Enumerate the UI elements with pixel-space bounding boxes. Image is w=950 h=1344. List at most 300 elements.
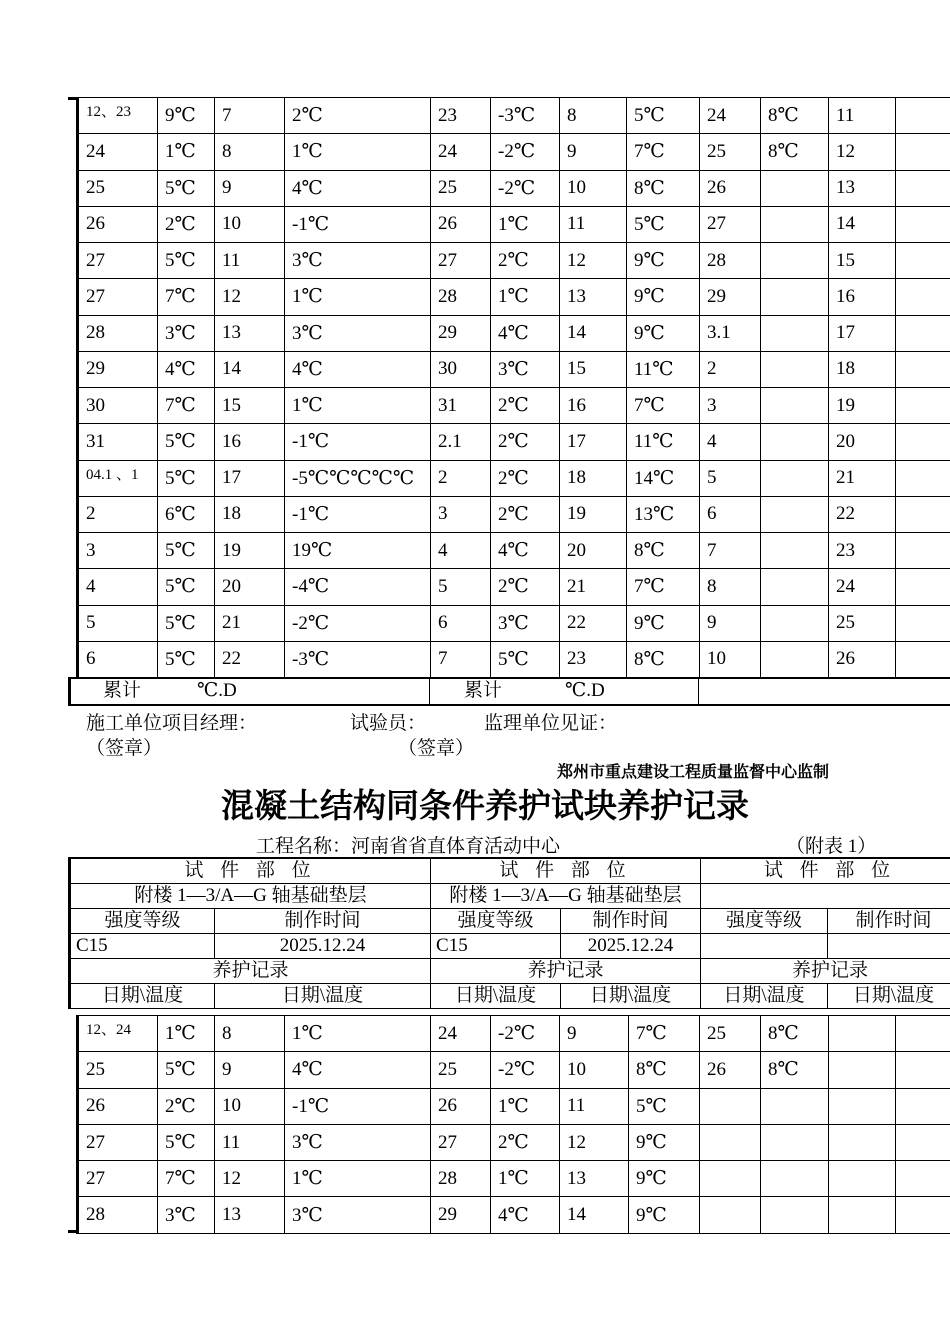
table-cell: 21 xyxy=(560,569,627,605)
table-cell: 10 xyxy=(560,170,627,206)
table-row xyxy=(78,98,950,134)
table-cell: 9℃ xyxy=(627,315,700,351)
table-cell xyxy=(700,1124,761,1160)
table-cell: 31 xyxy=(431,388,491,424)
table-cell: 26 xyxy=(78,1088,158,1124)
left-edge-mark-top xyxy=(68,97,76,100)
strength-grade-header-2: 强度等级 xyxy=(431,909,561,934)
table-cell xyxy=(896,1052,950,1088)
table-cell: 28 xyxy=(431,279,491,315)
table-cell: 21 xyxy=(829,460,896,496)
top-curing-table xyxy=(76,97,950,678)
date-temp-header-3: 日期\温度 xyxy=(431,984,561,1009)
table-cell: 5℃ xyxy=(158,170,215,206)
table-cell: 2℃ xyxy=(491,1124,560,1160)
table-cell: 27 xyxy=(431,1124,491,1160)
table-cell: 27 xyxy=(700,206,761,242)
table-cell: 04.1 、1 xyxy=(78,460,158,496)
table-cell: 18 xyxy=(829,351,896,387)
table-cell: 1℃ xyxy=(491,1161,560,1197)
table-cell: 9 xyxy=(560,1016,629,1052)
table-row xyxy=(78,1197,950,1233)
table-cell xyxy=(896,1016,950,1052)
table-cell xyxy=(896,1124,950,1160)
table-cell: -4℃ xyxy=(285,569,431,605)
table-cell: 25 xyxy=(829,605,896,641)
table-cell: 3℃ xyxy=(491,605,560,641)
table-cell xyxy=(761,315,829,351)
table-cell: 9 xyxy=(215,1052,285,1088)
table-cell: 13 xyxy=(560,279,627,315)
table-cell: 18 xyxy=(215,496,285,532)
table-cell: 9℃ xyxy=(629,1124,700,1160)
table-cell: 8 xyxy=(215,134,285,170)
table-row xyxy=(78,641,950,677)
table-cell: 30 xyxy=(431,351,491,387)
table-cell: 17 xyxy=(215,460,285,496)
table-cell: 29 xyxy=(431,315,491,351)
table-cell: 25 xyxy=(78,170,158,206)
strength-grade-header-1: 强度等级 xyxy=(70,909,215,934)
table-cell: 8℃ xyxy=(761,1052,829,1088)
table-cell: 26 xyxy=(700,170,761,206)
table-cell: 12、23 xyxy=(78,98,158,134)
table-cell: 7 xyxy=(431,641,491,677)
table-cell: 6℃ xyxy=(158,496,215,532)
table-cell: 9 xyxy=(700,605,761,641)
table-cell xyxy=(700,1088,761,1124)
table-cell: 3℃ xyxy=(285,315,431,351)
table-cell: 26 xyxy=(431,206,491,242)
table-cell: -2℃ xyxy=(491,170,560,206)
table-row xyxy=(78,279,950,315)
table-cell: 2.1 xyxy=(431,424,491,460)
table-row xyxy=(78,533,950,569)
table-row xyxy=(78,134,950,170)
table-cell xyxy=(761,496,829,532)
table-cell: 27 xyxy=(78,279,158,315)
table-cell: 11 xyxy=(560,1088,629,1124)
table-cell: 5℃ xyxy=(158,1124,215,1160)
table-cell: 3℃ xyxy=(158,1197,215,1233)
table-row xyxy=(78,243,950,279)
table-cell: 18 xyxy=(560,460,627,496)
table-row xyxy=(78,388,950,424)
bottom-curing-table xyxy=(76,1015,950,1234)
table-cell xyxy=(896,279,950,315)
table-row xyxy=(78,496,950,532)
table-cell: 2℃ xyxy=(491,243,560,279)
table-cell: 19 xyxy=(829,388,896,424)
table-cell: 8 xyxy=(700,569,761,605)
cumulative-unit-1: ℃.D xyxy=(197,680,237,701)
table-cell: 3℃ xyxy=(158,315,215,351)
table-cell: -1℃ xyxy=(285,1088,431,1124)
table-cell: -1℃ xyxy=(285,206,431,242)
table-cell: 16 xyxy=(215,424,285,460)
table-cell: 27 xyxy=(78,243,158,279)
page-title: 混凝土结构同条件养护试块养护记录 xyxy=(221,786,749,825)
table-cell: 10 xyxy=(560,1052,629,1088)
cumulative-row-divider-1 xyxy=(429,677,430,706)
table-cell: 11 xyxy=(560,206,627,242)
table-cell: 8℃ xyxy=(629,1052,700,1088)
table-cell: 23 xyxy=(560,641,627,677)
table-cell: 27 xyxy=(431,243,491,279)
table-cell: 1℃ xyxy=(285,388,431,424)
table-cell: 23 xyxy=(829,533,896,569)
curing-record-header-3: 养护记录 xyxy=(701,959,950,984)
table-cell: 7℃ xyxy=(629,1016,700,1052)
table-cell: 4 xyxy=(700,424,761,460)
left-edge-mark-bottom xyxy=(68,1230,78,1233)
table-row xyxy=(78,569,950,605)
table-cell: 29 xyxy=(78,351,158,387)
table-cell: 8℃ xyxy=(761,134,829,170)
table-cell: 24 xyxy=(431,1016,491,1052)
table-row xyxy=(78,424,950,460)
table-cell xyxy=(896,460,950,496)
table-cell: 5℃ xyxy=(158,605,215,641)
table-cell: 19℃ xyxy=(285,533,431,569)
strength-grade-1: C15 xyxy=(70,934,215,959)
table-cell: 9℃ xyxy=(158,98,215,134)
table-cell: 4℃ xyxy=(285,351,431,387)
table-cell xyxy=(896,243,950,279)
table-cell: 29 xyxy=(431,1197,491,1233)
table-cell: 31 xyxy=(78,424,158,460)
table-cell xyxy=(700,1161,761,1197)
table-cell: 11 xyxy=(215,243,285,279)
make-date-1: 2025.12.24 xyxy=(215,934,431,959)
table-cell: 13 xyxy=(215,315,285,351)
table-cell: 5℃ xyxy=(629,1088,700,1124)
table-cell: 4 xyxy=(78,569,158,605)
strength-grade-3 xyxy=(701,934,828,959)
table-cell: 7 xyxy=(215,98,285,134)
table-cell xyxy=(761,1124,829,1160)
table-cell xyxy=(761,641,829,677)
table-cell: 13℃ xyxy=(627,496,700,532)
table-cell: 10 xyxy=(700,641,761,677)
table-cell: -1℃ xyxy=(285,424,431,460)
table-row xyxy=(78,1052,950,1088)
table-cell: 2℃ xyxy=(158,1088,215,1124)
strength-grade-header-3: 强度等级 xyxy=(701,909,828,934)
table-cell: 7℃ xyxy=(158,1161,215,1197)
top-table-body xyxy=(78,98,950,678)
table-cell: 8℃ xyxy=(761,98,829,134)
date-temp-header-6: 日期\温度 xyxy=(828,984,950,1009)
table-cell: 24 xyxy=(700,98,761,134)
table-cell: 26 xyxy=(700,1052,761,1088)
table-cell xyxy=(829,1197,896,1233)
table-cell xyxy=(896,134,950,170)
table-cell: 1℃ xyxy=(285,134,431,170)
specimen-location-header-2: 试 件 部 位 xyxy=(431,858,701,884)
table-cell xyxy=(761,1197,829,1233)
table-cell: 13 xyxy=(829,170,896,206)
table-cell: 1℃ xyxy=(491,279,560,315)
date-temp-header-1: 日期\温度 xyxy=(70,984,215,1009)
table-cell: 4℃ xyxy=(491,315,560,351)
table-cell: 11 xyxy=(829,98,896,134)
table-cell: 5℃ xyxy=(158,533,215,569)
table-cell: 9℃ xyxy=(627,279,700,315)
date-temp-header-4: 日期\温度 xyxy=(561,984,701,1009)
table-cell xyxy=(896,1088,950,1124)
table-cell: 2℃ xyxy=(491,424,560,460)
table-row xyxy=(78,206,950,242)
table-cell xyxy=(829,1016,896,1052)
table-cell: 9 xyxy=(215,170,285,206)
table-cell: 4 xyxy=(431,533,491,569)
table-cell: 6 xyxy=(78,641,158,677)
table-cell: 15 xyxy=(829,243,896,279)
table-cell: -2℃ xyxy=(491,1052,560,1088)
tester-label: 试验员： xyxy=(350,713,427,734)
table-cell: 23 xyxy=(431,98,491,134)
table-cell: 3℃ xyxy=(285,1197,431,1233)
table-row xyxy=(78,1088,950,1124)
table-cell xyxy=(761,170,829,206)
table-cell xyxy=(896,569,950,605)
table-cell xyxy=(829,1124,896,1160)
table-cell: 20 xyxy=(560,533,627,569)
table-cell xyxy=(700,1197,761,1233)
table-cell: 19 xyxy=(215,533,285,569)
table-cell: 5℃ xyxy=(158,1052,215,1088)
table-cell: 14 xyxy=(560,315,627,351)
table-cell: 10 xyxy=(215,1088,285,1124)
table-cell: 26 xyxy=(78,206,158,242)
table-cell: 25 xyxy=(431,1052,491,1088)
table-row xyxy=(78,460,950,496)
make-time-header-1: 制作时间 xyxy=(215,909,431,934)
table-cell xyxy=(761,206,829,242)
table-cell: -3℃ xyxy=(491,98,560,134)
bottom-table-body xyxy=(78,1016,950,1234)
table-cell: 16 xyxy=(560,388,627,424)
table-cell xyxy=(896,641,950,677)
table-cell: 4℃ xyxy=(491,1197,560,1233)
cumulative-label-1: 累计 xyxy=(103,680,142,701)
table-cell: 5℃ xyxy=(158,460,215,496)
table-cell: 1℃ xyxy=(491,206,560,242)
table-cell: 14 xyxy=(215,351,285,387)
table-cell: 15 xyxy=(215,388,285,424)
table-cell: 2℃ xyxy=(491,496,560,532)
table-cell: 26 xyxy=(431,1088,491,1124)
attachment-label: （附表 1） xyxy=(786,836,877,857)
table-cell: 8℃ xyxy=(761,1016,829,1052)
table-cell xyxy=(896,533,950,569)
table-cell: 2 xyxy=(700,351,761,387)
table-cell: 12、24 xyxy=(78,1016,158,1052)
table-cell: 25 xyxy=(700,134,761,170)
table-cell: 1℃ xyxy=(491,1088,560,1124)
table-cell: 2℃ xyxy=(491,569,560,605)
table-cell: 27 xyxy=(78,1124,158,1160)
table-row xyxy=(78,1161,950,1197)
cumulative-row-divider-2 xyxy=(698,677,699,706)
table-cell: 13 xyxy=(215,1197,285,1233)
specimen-location-header-1: 试 件 部 位 xyxy=(70,858,431,884)
table-cell: -3℃ xyxy=(285,641,431,677)
table-cell: 1℃ xyxy=(158,1016,215,1052)
table-cell: 14℃ xyxy=(627,460,700,496)
table-cell xyxy=(761,605,829,641)
supervisor-witness-label: 监理单位见证： xyxy=(484,713,618,734)
curing-record-header-1: 养护记录 xyxy=(70,959,431,984)
table-cell xyxy=(896,170,950,206)
table-cell: 11 xyxy=(215,1124,285,1160)
table-cell: 28 xyxy=(78,315,158,351)
table-cell: 28 xyxy=(700,243,761,279)
table-cell: 14 xyxy=(829,206,896,242)
table-cell: 1℃ xyxy=(285,1161,431,1197)
table-cell: 6 xyxy=(431,605,491,641)
strength-grade-2: C15 xyxy=(431,934,561,959)
table-cell: 24 xyxy=(829,569,896,605)
table-row xyxy=(78,1016,950,1052)
seal-label-2: （签章） xyxy=(398,738,475,759)
table-cell xyxy=(761,424,829,460)
table-cell: 5℃ xyxy=(158,641,215,677)
specimen-location-3 xyxy=(701,884,950,909)
table-cell: 8 xyxy=(560,98,627,134)
table-cell: -2℃ xyxy=(491,134,560,170)
table-cell: 22 xyxy=(560,605,627,641)
specimen-header-table xyxy=(68,857,950,1009)
table-cell: 9 xyxy=(560,134,627,170)
table-cell: 7℃ xyxy=(627,134,700,170)
table-row xyxy=(78,351,950,387)
table-cell: 3 xyxy=(431,496,491,532)
table-cell xyxy=(761,279,829,315)
construction-manager-label: 施工单位项目经理： xyxy=(86,713,258,734)
table-cell: 10 xyxy=(215,206,285,242)
table-row xyxy=(78,170,950,206)
table-cell: 2℃ xyxy=(491,388,560,424)
table-cell: 8℃ xyxy=(627,170,700,206)
specimen-location-header-3: 试 件 部 位 xyxy=(701,858,950,884)
make-time-header-2: 制作时间 xyxy=(561,909,701,934)
table-cell xyxy=(896,315,950,351)
table-cell: 13 xyxy=(560,1161,629,1197)
table-cell xyxy=(829,1088,896,1124)
table-cell: 5℃ xyxy=(491,641,560,677)
table-cell xyxy=(761,1161,829,1197)
table-cell xyxy=(896,206,950,242)
table-cell: 9℃ xyxy=(629,1161,700,1197)
table-cell: 20 xyxy=(215,569,285,605)
table-cell: 5℃ xyxy=(158,243,215,279)
table-cell: -1℃ xyxy=(285,496,431,532)
table-cell: 16 xyxy=(829,279,896,315)
table-cell: 15 xyxy=(560,351,627,387)
make-time-header-3: 制作时间 xyxy=(828,909,950,934)
table-cell: 2℃ xyxy=(491,460,560,496)
date-temp-header-2: 日期\温度 xyxy=(215,984,431,1009)
table-cell: 3℃ xyxy=(285,243,431,279)
table-cell: 12 xyxy=(215,279,285,315)
table-cell: 4℃ xyxy=(491,533,560,569)
table-cell: 22 xyxy=(215,641,285,677)
table-cell xyxy=(761,351,829,387)
table-cell: 19 xyxy=(560,496,627,532)
table-cell: 4℃ xyxy=(158,351,215,387)
table-cell: 6 xyxy=(700,496,761,532)
table-row xyxy=(78,605,950,641)
table-cell: 25 xyxy=(431,170,491,206)
cumulative-unit-2: ℃.D xyxy=(565,680,605,701)
table-cell: 20 xyxy=(829,424,896,460)
table-cell xyxy=(896,496,950,532)
table-cell: 25 xyxy=(700,1016,761,1052)
table-cell: 7 xyxy=(700,533,761,569)
table-cell xyxy=(896,388,950,424)
table-cell: 3 xyxy=(78,533,158,569)
table-cell: 24 xyxy=(431,134,491,170)
table-cell xyxy=(896,605,950,641)
table-cell: 17 xyxy=(829,315,896,351)
table-row xyxy=(78,315,950,351)
table-cell: 2℃ xyxy=(285,98,431,134)
table-cell: 5℃ xyxy=(627,98,700,134)
table-cell: 5 xyxy=(700,460,761,496)
table-cell xyxy=(896,351,950,387)
table-cell xyxy=(761,388,829,424)
table-cell xyxy=(761,1088,829,1124)
table-cell: 11℃ xyxy=(627,351,700,387)
table-cell: 2 xyxy=(431,460,491,496)
table-cell xyxy=(896,1161,950,1197)
table-cell: 25 xyxy=(78,1052,158,1088)
table-cell: 7℃ xyxy=(158,279,215,315)
supervising-agency: 郑州市重点建设工程质量监督中心监制 xyxy=(557,762,830,781)
table-cell: 9℃ xyxy=(627,243,700,279)
table-cell: 5℃ xyxy=(158,569,215,605)
table-cell: -2℃ xyxy=(491,1016,560,1052)
table-cell: 2 xyxy=(78,496,158,532)
table-cell xyxy=(761,569,829,605)
make-date-3 xyxy=(828,934,950,959)
table-cell: 1℃ xyxy=(285,1016,431,1052)
table-cell: 7℃ xyxy=(627,388,700,424)
table-cell: -5℃℃℃℃℃ xyxy=(285,460,431,496)
table-cell: 14 xyxy=(560,1197,629,1233)
table-cell: 4℃ xyxy=(285,1052,431,1088)
table-cell: 9℃ xyxy=(629,1197,700,1233)
table-cell: 5℃ xyxy=(627,206,700,242)
table-cell: 26 xyxy=(829,641,896,677)
project-name: 工程名称：河南省省直体育活动中心 xyxy=(256,836,561,857)
table-cell: 12 xyxy=(215,1161,285,1197)
table-cell: 12 xyxy=(560,1124,629,1160)
table-cell: 1℃ xyxy=(158,134,215,170)
table-cell: 12 xyxy=(560,243,627,279)
table-cell: 8℃ xyxy=(627,533,700,569)
table-cell: 3℃ xyxy=(491,351,560,387)
curing-record-header-2: 养护记录 xyxy=(431,959,701,984)
table-cell: 7℃ xyxy=(627,569,700,605)
specimen-location-1: 附楼 1—3/A—G 轴基础垫层 xyxy=(70,884,431,909)
table-cell: -2℃ xyxy=(285,605,431,641)
table-cell: 5℃ xyxy=(158,424,215,460)
table-cell xyxy=(896,98,950,134)
table-cell: 4℃ xyxy=(285,170,431,206)
